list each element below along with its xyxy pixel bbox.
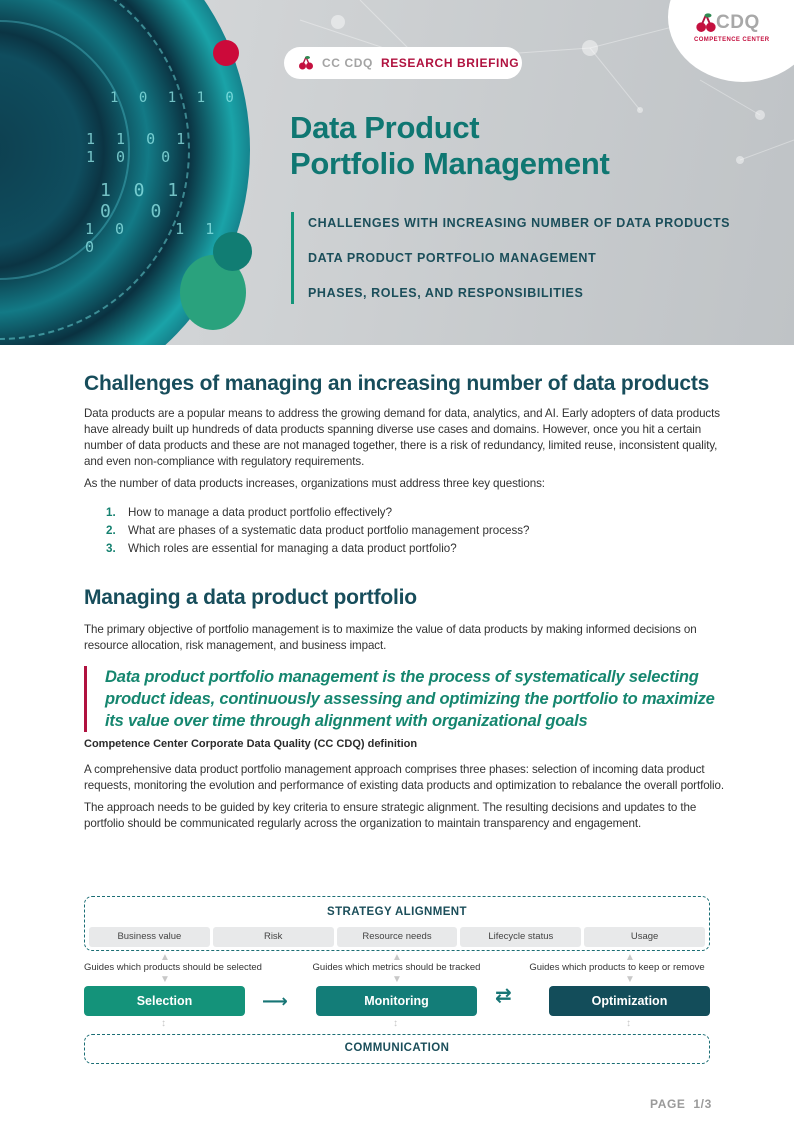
down-arrow-icon: ▼	[392, 974, 402, 985]
criterion-usage: Usage	[584, 927, 705, 947]
list-item: 3. Which roles are essential for managing a data product portfolio?	[106, 542, 457, 555]
vertical-double-arrow-icon: ↕	[626, 1018, 631, 1029]
quote-text: Data product portfolio management is the process of systematically selecting product ideas, continuously assessing and optimizing the portfolio to maximize its value over time through alignment with organizational goals	[105, 668, 715, 730]
main-content	[84, 370, 734, 832]
vertical-double-arrow-icon: ↕	[393, 1018, 398, 1029]
strategy-alignment-title: STRATEGY ALIGNMENT	[327, 906, 467, 918]
section-heading-managing: Managing a data product portfolio	[84, 586, 417, 609]
logo-subtitle: COMPETENCE CENTER	[694, 37, 770, 43]
vertical-double-arrow-icon: ↕	[161, 1018, 166, 1029]
logo-wordmark: CDQ	[716, 12, 760, 33]
criterion-resource-needs: Resource needs	[337, 927, 458, 947]
toc-item: DATA PRODUCT PORTFOLIO MANAGEMENT	[308, 251, 597, 265]
quote-source: Competence Center Corporate Data Quality (CC CDQ) definition	[84, 738, 418, 750]
digital-circle-graphic: 1 0 1 1 0 1 1 0 1 1 0 0 1 0 1 0 0 1 0 1 1 0	[0, 0, 250, 345]
right-arrow-icon: ⟶	[262, 991, 288, 1011]
research-briefing-badge	[284, 47, 522, 79]
bidirectional-arrow-icon: ⇄	[495, 985, 512, 1007]
criterion-risk: Risk	[213, 927, 334, 947]
hero-banner	[0, 0, 794, 345]
key-questions-list	[84, 504, 734, 558]
paragraph: Data products are a popular means to address the growing demand for data, analytics, and AI. Early adopters of data products have already built up hundreds of data products spanning diverse use cases and domains. However, once you hit a certain number of data products and these are not managed together, there is a risk of redundancy, limited reuse, inconsistent quality, and even non-compliance with regulatory requirements.	[84, 407, 720, 468]
portfolio-process-diagram	[84, 896, 710, 1066]
phase-selection: Selection	[84, 986, 245, 1016]
up-arrow-icon: ▲	[160, 952, 170, 963]
section-heading-challenges: Challenges of managing an increasing number of data products	[84, 372, 710, 395]
phase-monitoring: Monitoring	[316, 986, 477, 1016]
title-line-1: Data Product	[290, 110, 480, 145]
definition-quote	[84, 666, 734, 732]
list-item: 1. How to manage a data product portfolio effectively?	[106, 506, 393, 519]
paragraph: The primary objective of portfolio management is to maximize the value of data products by making informed decisions on resource allocation, risk management, and business impact.	[84, 623, 697, 652]
guide-optimization: Guides which products to keep or remove	[529, 962, 705, 973]
paragraph: As the number of data products increases, organizations must address three key questions:	[84, 477, 545, 490]
up-arrow-icon: ▲	[392, 952, 402, 963]
down-arrow-icon: ▼	[160, 974, 170, 985]
paragraph: The approach needs to be guided by key criteria to ensure strategic alignment. The resulting decisions and updates to the portfolio should be communicated regularly across the organization to maintain transparency and engagement.	[84, 801, 697, 830]
communication-box: COMMUNICATION	[84, 1034, 710, 1064]
phase-optimization: Optimization	[549, 986, 710, 1016]
guide-selection: Guides which products should be selected	[84, 962, 262, 973]
criterion-lifecycle-status: Lifecycle status	[460, 927, 581, 947]
toc-item: CHALLENGES WITH INCREASING NUMBER OF DATA PRODUCTS	[308, 216, 731, 230]
table-of-contents	[291, 212, 730, 304]
toc-item: PHASES, ROLES, AND RESPONSIBILITIES	[308, 286, 584, 300]
down-arrow-icon: ▼	[625, 974, 635, 985]
guide-monitoring: Guides which metrics should be tracked	[312, 962, 481, 973]
title-line-2: Portfolio Management	[290, 146, 610, 181]
criteria-row	[89, 927, 705, 947]
list-item: 2. What are phases of a systematic data product portfolio management process?	[106, 524, 530, 537]
criterion-business-value: Business value	[89, 927, 210, 947]
page-number: PAGE 1/3	[650, 1097, 712, 1111]
badge-label: RESEARCH BRIEFING	[380, 56, 520, 70]
document-title	[290, 110, 610, 182]
teal-dot-decoration	[213, 232, 252, 271]
up-arrow-icon: ▲	[625, 952, 635, 963]
strategy-alignment-box	[84, 896, 710, 951]
cherry-logo-icon	[298, 55, 314, 71]
paragraph: A comprehensive data product portfolio management approach comprises three phases: selection of incoming data product requests, monitoring the evolution and performance of existing data products and optimization to rebalance the overall portfolio.	[84, 763, 724, 792]
cherry-logo-icon	[694, 12, 718, 34]
red-dot-decoration	[213, 40, 239, 66]
badge-org: CC CDQ	[322, 56, 373, 70]
